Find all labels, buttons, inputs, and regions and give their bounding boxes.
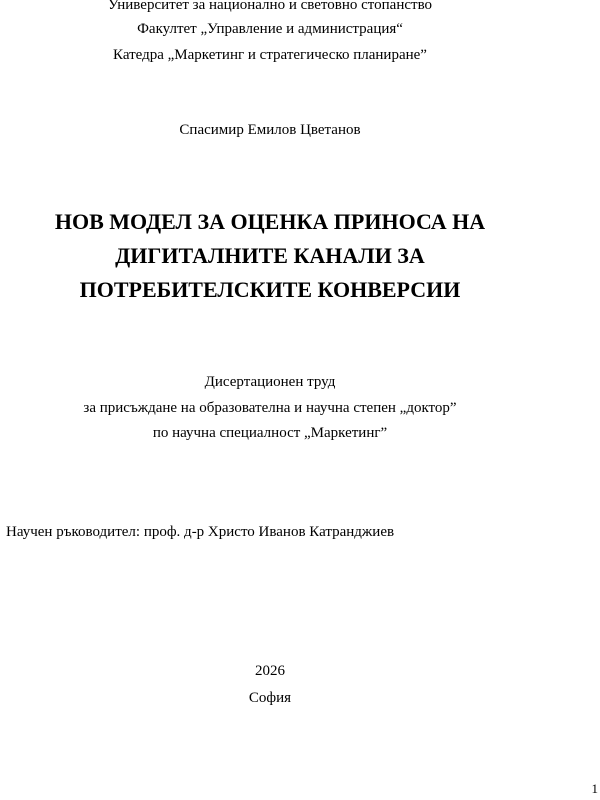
page-number: 1 [591,781,598,796]
department-line: Катедра „Маркетинг и стратегическо планиране” [113,47,427,63]
scientific-advisor: Научен ръководител: проф. д-р Христо Иванов Катранджиев [6,524,395,540]
faculty-line: Факултет „Управление и администрация“ [137,21,403,37]
year: 2026 [255,663,285,679]
document-title [0,205,540,307]
author-name: Спасимир Емилов Цветанов [179,122,361,138]
dissertation-type: Дисертационен труд [204,374,336,390]
title-line-3: ПОТРЕБИТЕЛСКИТЕ КОНВЕРСИИ [79,277,461,302]
specialty-line: по научна специалност „Маркетинг” [152,425,388,441]
degree-line: за присъждане на образователна и научна степен „доктор” [83,400,457,416]
title-line-1: НОВ МОДЕЛ ЗА ОЦЕНКА ПРИНОСА НА [54,209,486,234]
title-line-2: ДИГИТАЛНИТЕ КАНАЛИ ЗА [115,243,425,268]
city: София [248,690,292,706]
university-line: Университет за национално и световно стопанство [107,0,433,13]
